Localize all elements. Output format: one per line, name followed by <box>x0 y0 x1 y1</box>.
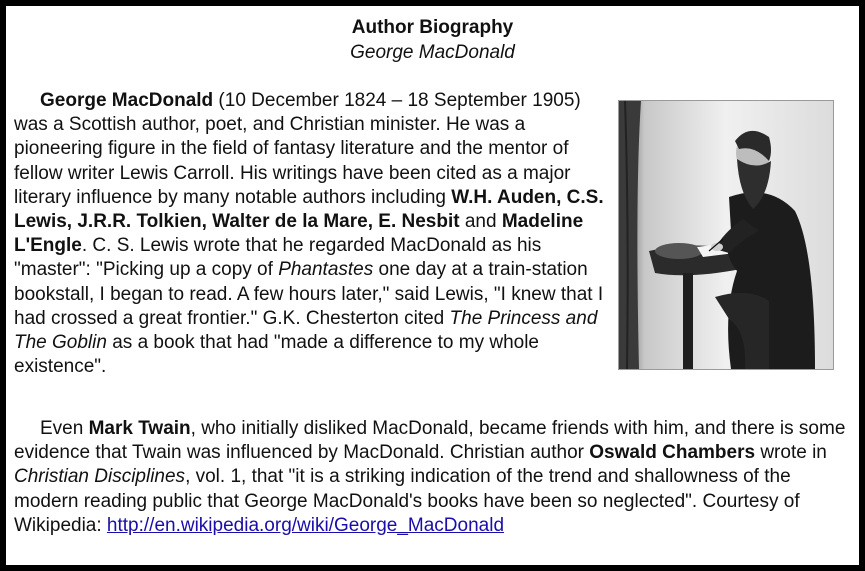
mark-twain: Mark Twain <box>88 418 191 439</box>
para2-text-3: wrote in <box>755 442 827 464</box>
header <box>6 15 859 65</box>
portrait-illustration <box>619 101 833 369</box>
page-subtitle: George MacDonald <box>350 42 515 63</box>
para1-text-5: as a book that had "made a difference to my whole existence". <box>14 332 539 378</box>
biography-paragraph-1 <box>14 89 606 379</box>
para2-text-2: , who initially disliked MacDonald, became friends with him, and there is some evidence that Twain was influenced by MacDonald. Christian author <box>14 418 846 464</box>
para1-text-2: and <box>459 211 502 233</box>
biography-paragraph-2 <box>14 417 856 538</box>
para2-text-4: , vol. 1, that "it is a striking indication of the trend and shallowness of the modern reading public that George MacDonald's books have been so neglected". Courtesy of Wikipedia: <box>14 466 800 536</box>
author-name: George MacDonald <box>40 90 214 111</box>
para1-text-3: . C. S. Lewis wrote that he regarded MacDonald as his "master": "Picking up a copy of <box>14 235 542 281</box>
influenced-authors: W.H. Auden, C.S. Lewis, J.R.R. Tolkien, Walter de la Mare, E. Nesbit <box>14 186 604 233</box>
para1-text-4: one day at a train-station bookstall, I began to read. A few hours later," said Lewis, "I knew that I had crossed a great frontier." G.K. Chesterton cited <box>14 259 604 329</box>
book-title-phantastes: Phantastes <box>278 259 374 281</box>
book-title-christian-disciplines: Christian Disciplines <box>14 466 186 488</box>
para2-text-1: Even <box>40 418 89 439</box>
page-title: Author Biography <box>351 17 514 38</box>
para1-text-1: (10 December 1824 – 18 September 1905) was a Scottish author, poet, and Christian minister. He was a pioneering figure in the field of fantasy literature and the mentor of fellow writer Lewis Carroll. His writings have been cited as a major literary influence by many notable authors including <box>14 90 581 208</box>
influenced-author-lengle: Madeline L'Engle <box>14 211 584 257</box>
oswald-chambers: Oswald Chambers <box>589 442 756 464</box>
author-portrait-photo <box>618 100 834 370</box>
book-title-princess-goblin: The Princess and The Goblin <box>14 307 598 354</box>
wikipedia-link[interactable]: http://en.wikipedia.org/wiki/George_MacDonald <box>106 514 505 536</box>
